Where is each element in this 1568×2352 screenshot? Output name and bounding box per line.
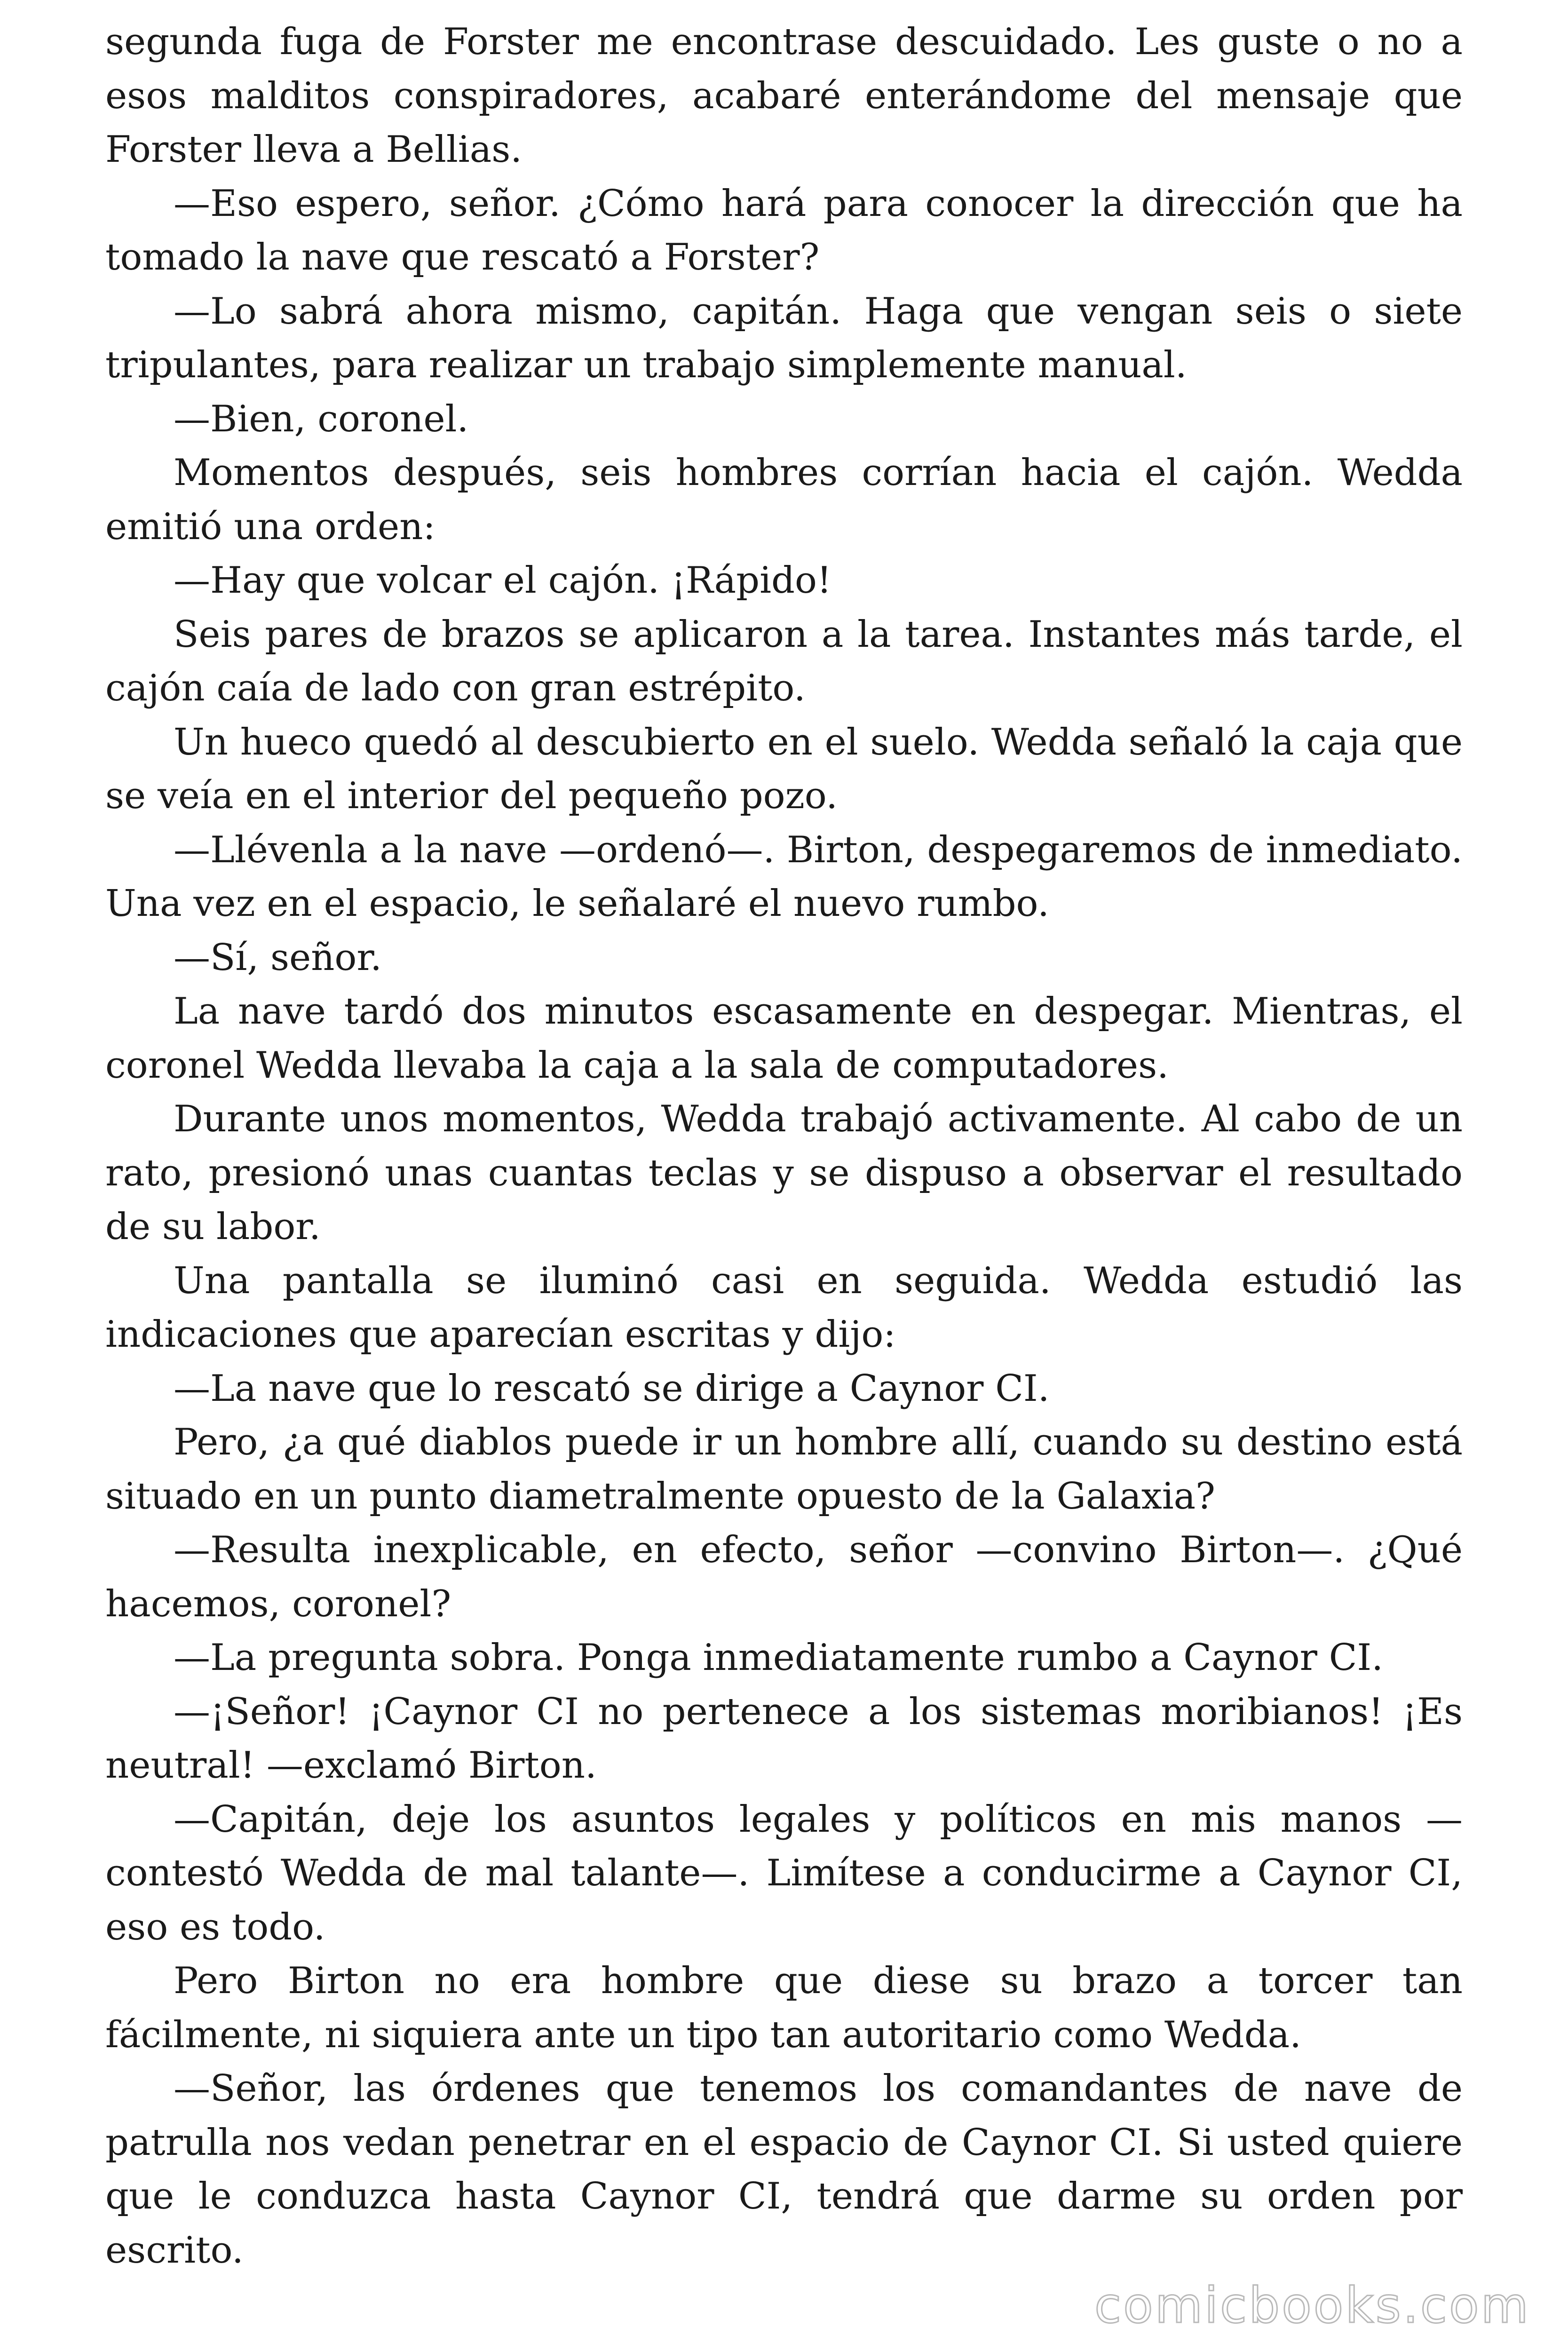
paragraph-16: —Resulta inexplicable, en efecto, señor —convino Birton—. ¿Qué hacemos, coronel? xyxy=(105,1529,1463,1625)
paragraph-15: Pero, ¿a qué diablos puede ir un hombre allí, cuando su destino está situado en un punto diametralmente opuesto de la Galaxia? xyxy=(105,1421,1463,1518)
paragraph-18: —¡Señor! ¡Caynor CI no pertenece a los sistemas moribianos! ¡Es neutral! —exclamó Birton. xyxy=(105,1690,1463,1787)
page-text xyxy=(105,15,1463,2277)
paragraph-20: Pero Birton no era hombre que diese su brazo a torcer tan fácilmente, ni siquiera ante un tipo tan autoritario como Wedda. xyxy=(105,1960,1463,2056)
paragraph-17: —La pregunta sobra. Ponga inmediatamente rumbo a Caynor CI. xyxy=(174,1637,1384,1679)
paragraph-7: Seis pares de brazos se aplicaron a la tarea. Instantes más tarde, el cajón caía de lado con gran estrépito. xyxy=(105,613,1463,709)
paragraph-12: Durante unos momentos, Wedda trabajó activamente. Al cabo de un rato, presionó unas cuantas teclas y se dispuso a observar el resultado de su labor. xyxy=(105,1098,1463,1248)
watermark: comicbooks.com xyxy=(1094,2277,1530,2334)
paragraph-1: segunda fuga de Forster me encontrase descuidado. Les guste o no a esos malditos conspiradores, acabaré enterándome del mensaje que Forster lleva a Bellias. xyxy=(105,21,1463,171)
paragraph-10: —Sí, señor. xyxy=(174,936,382,979)
paragraph-2: —Eso espero, señor. ¿Cómo hará para conocer la dirección que ha tomado la nave que rescató a Forster? xyxy=(105,182,1463,278)
paragraph-11: La nave tardó dos minutos escasamente en despegar. Mientras, el coronel Wedda llevaba la caja a la sala de computadores. xyxy=(105,990,1463,1087)
paragraph-6: —Hay que volcar el cajón. ¡Rápido! xyxy=(174,559,832,602)
paragraph-3: —Lo sabrá ahora mismo, capitán. Haga que vengan seis o siete tripulantes, para realizar un trabajo simplemente manual. xyxy=(105,290,1463,386)
paragraph-21: —Señor, las órdenes que tenemos los comandantes de nave de patrulla nos vedan penetrar en el espacio de Caynor CI. Si usted quiere que le conduzca hasta Caynor CI, tendrá que darme su orden por escrito. xyxy=(105,2067,1463,2272)
paragraph-19: —Capitán, deje los asuntos legales y políticos en mis manos —contestó Wedda de mal talante—. Limítese a conducirme a Caynor CI, eso es todo. xyxy=(105,1798,1463,1948)
paragraph-8: Un hueco quedó al descubierto en el suelo. Wedda señaló la caja que se veía en el interior del pequeño pozo. xyxy=(105,721,1463,817)
paragraph-13: Una pantalla se iluminó casi en seguida. Wedda estudió las indicaciones que aparecían escritas y dijo: xyxy=(105,1259,1463,1356)
paragraph-9: —Llévenla a la nave —ordenó—. Birton, despegaremos de inmediato. Una vez en el espacio, le señalaré el nuevo rumbo. xyxy=(105,828,1463,925)
paragraph-14: —La nave que lo rescató se dirige a Caynor CI. xyxy=(174,1367,1050,1410)
paragraph-5: Momentos después, seis hombres corrían hacia el cajón. Wedda emitió una orden: xyxy=(105,452,1463,548)
paragraph-4: —Bien, coronel. xyxy=(174,397,469,440)
